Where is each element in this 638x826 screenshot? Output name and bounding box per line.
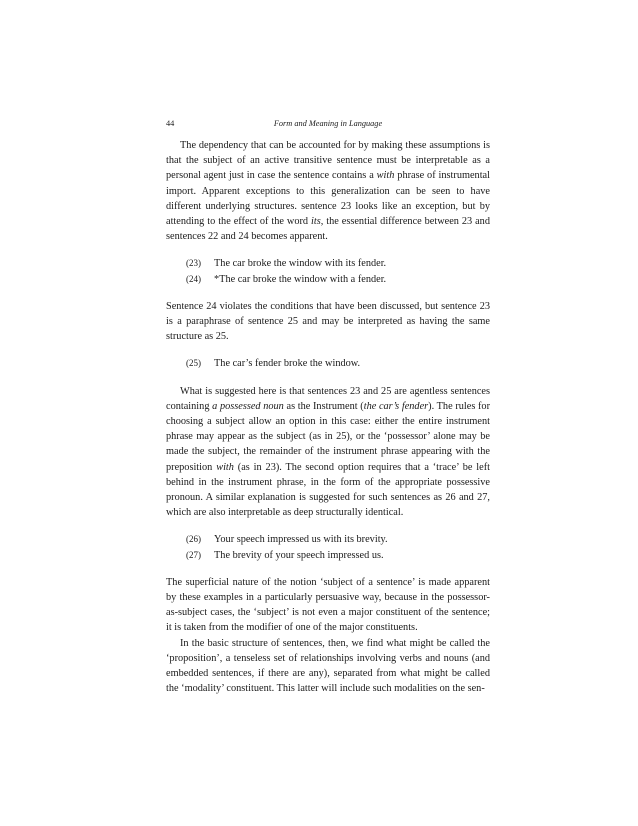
example-list-2 xyxy=(166,356,490,371)
emphasis-cars-fender: the car’s fender xyxy=(363,400,429,412)
example-sentence: The brevity of your speech impressed us. xyxy=(214,549,384,561)
emphasis-its: its, xyxy=(311,216,324,228)
example-list-1 xyxy=(166,256,490,286)
emphasis-possessed-noun: a possessed noun xyxy=(212,400,284,412)
paragraph-5: In the basic structure of sentences, then, we find what might be called the ‘proposition’, a tenseless set of relationships involving verbs and nouns (and embedded sentences, if there are any), separated from what might be called the ‘modality’ constituent. This latter will include such modalities on the sen- xyxy=(166,637,490,695)
paragraph-text: ). The rules for choosing a subject allow an option in this case: either the entire instrument phrase may appear as the subject (as in 25), or the ‘possessor’ alone may be made the subject, the remainder of the instrument phrase appearing with the preposition xyxy=(166,400,491,473)
example-number: (26) xyxy=(186,534,201,545)
example-sentence: The car broke the window with its fender. xyxy=(214,258,387,270)
example-27 xyxy=(166,548,490,563)
paragraph-text: as the Instrument ( xyxy=(283,400,364,412)
example-sentence: The car’s fender broke the window. xyxy=(214,358,361,370)
paragraph-text: (as in 23). The second option requires that a ‘trace’ be left behind in the instrument phrase, in the form of the appropriate possessive pronoun. A similar explanation is suggested for such sentences as 26 and 27, which are also interpretable as deep structurally identical. xyxy=(166,461,491,519)
paragraph-text: What is suggested here is that sentences 23 and 25 are agentless sentences containing xyxy=(166,385,490,412)
paragraph-4: The superficial nature of the notion ‘subject of a sentence’ is made apparent by these examples in a particularly persuasive way, because in the possessor-as-subject cases, the ‘subject’ is not even a major constituent of the sentence; it is taken from the modifier of one of the major constituents. xyxy=(166,576,490,634)
example-number: (23) xyxy=(186,258,201,269)
example-25 xyxy=(166,356,490,371)
example-26 xyxy=(166,532,490,547)
book-page xyxy=(166,116,490,697)
running-title: Form and Meaning in Language xyxy=(273,119,383,128)
paragraph-2: Sentence 24 violates the conditions that have been discussed, but sentence 23 is a paraphrase of sentence 25 and may be interpreted as having the same structure as 25. xyxy=(166,300,490,343)
page-number: 44 xyxy=(166,119,175,128)
paragraph-1 xyxy=(166,138,490,244)
example-sentence: *The car broke the window with a fender. xyxy=(214,273,387,285)
running-head xyxy=(166,116,490,130)
example-sentence: Your speech impressed us with its brevity. xyxy=(214,534,388,546)
example-number: (25) xyxy=(186,358,201,369)
example-24 xyxy=(166,272,490,287)
paragraph-text: the essential difference between 23 and sentences 22 and 24 becomes apparent. xyxy=(166,216,490,243)
paragraph-text: The dependency that can be accounted for by making these assumptions is that the subject of an active transitive sentence must be interpretable as a personal agent just in case the sentence contains a xyxy=(166,140,490,182)
paragraph-text: phrase of instrumental import. Apparent exceptions to this generalization can be seen to have different underlying structures. sentence 23 looks like an exception, but by attending to the effect of the word xyxy=(166,170,490,228)
example-list-3 xyxy=(166,532,490,562)
emphasis-with: with xyxy=(216,461,234,473)
example-23 xyxy=(166,256,490,271)
example-number: (27) xyxy=(186,549,201,560)
emphasis-with: with xyxy=(376,170,395,182)
paragraph-3 xyxy=(166,384,490,521)
example-number: (24) xyxy=(186,273,201,284)
